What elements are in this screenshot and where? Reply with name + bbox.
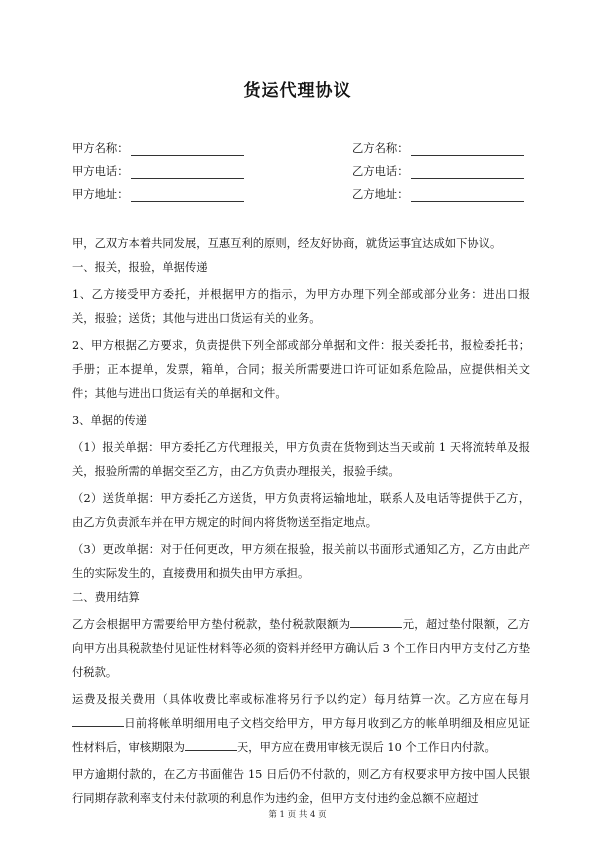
settlement-text-b: 日前将帐单明细用电子文档交给甲方，甲方每月收到乙方的帐单明细及相应见证性材料后，审核期限为 [72, 717, 530, 754]
clause-3-heading: 3、单据的传递 [72, 414, 147, 427]
party-a-name-label: 甲方名称： [72, 142, 129, 155]
party-a-phone-label: 甲方电话： [72, 165, 129, 178]
settlement-text-a: 运费及报关费用（具体收费比率或标准将另行予以约定）每月结算一次。乙方应在每月 [72, 693, 530, 706]
section-2-heading: 二、费用结算 [72, 591, 140, 604]
document-title: 货运代理协议 [243, 81, 352, 101]
party-b-name-row [352, 141, 524, 157]
settlement-text-c: 天，甲方应在费用审核无误后 10 个工作日内付款。 [236, 741, 496, 754]
delivery-documents-paragraph: （2）送货单据：甲方委托乙方送货，甲方负责将运输地址，联系人及电话等提供于乙方，由乙方负责派车并在甲方规定的时间内将货物送至指定地点。 [72, 492, 530, 529]
review-period-blank[interactable] [185, 737, 237, 751]
party-a-address-row [72, 187, 244, 203]
party-b-name-field[interactable] [411, 141, 524, 156]
party-a-address-field[interactable] [131, 187, 244, 202]
party-b-phone-field[interactable] [411, 164, 524, 179]
tax-advance-text-a: 乙方会根据甲方需要给甲方垫付税款，垫付税款限额为 [72, 618, 351, 631]
party-b-address-row [352, 187, 524, 203]
party-b-address-label: 乙方地址： [352, 188, 409, 201]
page-footer: 第 1 页 共 4 页 [268, 810, 327, 820]
section-1-heading: 一、报关，报验，单据传递 [72, 261, 208, 274]
change-documents-paragraph: （3）更改单据：对于任何更改，甲方须在报验，报关前以书面形式通知乙方，乙方由此产生的实际发生的，直接费用和损失由甲方承担。 [72, 543, 530, 580]
tax-limit-blank[interactable] [350, 614, 402, 628]
intro-paragraph: 甲，乙双方本着共同发展，互惠互利的原则，经友好协商，就货运事宜达成如下协议。 [72, 237, 502, 250]
party-a-phone-row [72, 164, 244, 180]
settlement-day-blank[interactable] [72, 713, 124, 727]
party-b-phone-label: 乙方电话： [352, 165, 409, 178]
clause-1-paragraph: 1、乙方接受甲方委托，并根据甲方的指示，为甲方办理下列全部或部分业务：进出口报关，报验；送货；其他与进出口货运有关的业务。 [72, 288, 530, 325]
party-a-phone-field[interactable] [131, 164, 244, 179]
party-a-address-label: 甲方地址： [72, 188, 129, 201]
clause-2-paragraph: 2、甲方根据乙方要求，负责提供下列全部或部分单据和文件：报关委托书，报检委托书；手册；正本提单，发票，箱单，合同；报关所需要进口许可证如系危险品，应提供相关文件；其他与进出口货运有关的单据和文件。 [72, 339, 530, 400]
monthly-settlement-paragraph [72, 688, 530, 760]
party-a-name-field[interactable] [131, 141, 244, 156]
late-payment-paragraph: 甲方逾期付款的，在乙方书面催告 15 日后仍不付款的，则乙方有权要求甲方按中国人民银行同期存款利率支付未付款项的利息作为违约金，但甲方支付违约金总额不应超过 [72, 768, 530, 805]
tax-advance-text-b: 元，超过垫付限额，乙方向甲方出具税款垫付见证性材料等必须的资料并经甲方确认后 3 个工作日内甲方支付乙方垫付税款。 [72, 618, 530, 679]
party-a-name-row [72, 141, 244, 157]
customs-documents-paragraph: （1）报关单据：甲方委托乙方代理报关，甲方负责在货物到达当天或前 1 天将流转单及报关，报验所需的单据交至乙方，由乙方负责办理报关，报验手续。 [72, 441, 530, 478]
party-b-phone-row [352, 164, 524, 180]
tax-advance-paragraph [72, 613, 530, 685]
party-b-name-label: 乙方名称： [352, 142, 409, 155]
agreement-body [72, 232, 530, 811]
party-b-address-field[interactable] [411, 187, 524, 202]
